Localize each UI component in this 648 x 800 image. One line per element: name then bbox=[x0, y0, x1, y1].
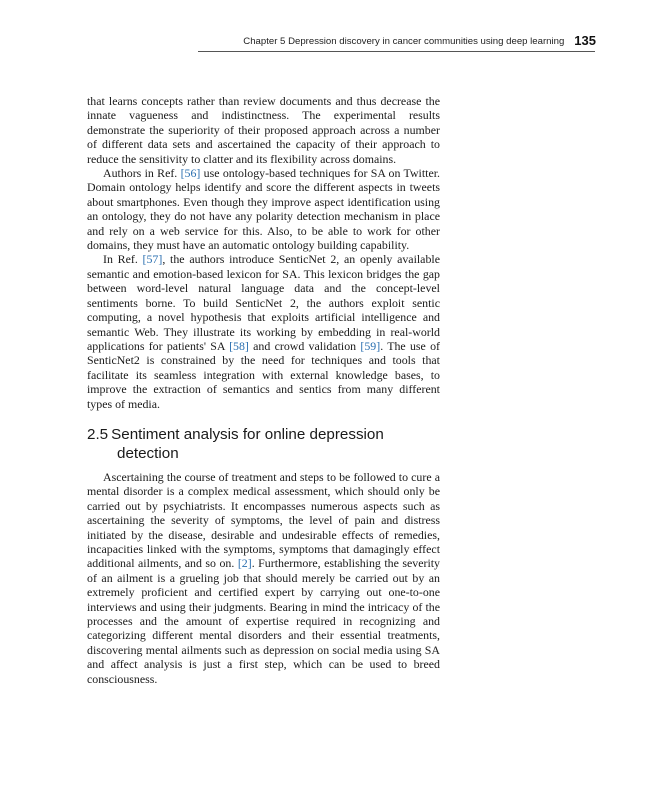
paragraph-1: that learns concepts rather than review documents and thus decrease the innate vagueness and indistinctness. The experimental results demonstrate the superiority of their proposed approach across a number of different data sets and ascertained the capacity of their approach to reduce the sensitivity to clatter and its flexibility across domains. bbox=[87, 94, 440, 166]
body-text bbox=[87, 94, 440, 686]
citation-link[interactable]: [59] bbox=[360, 338, 381, 353]
paragraph-4: Ascertaining the course of treatment and steps to be followed to cure a mental disorder is a complex medical assessment, which should only be carried out by psychiatrists. It encompasses numerous aspects such as ascertaining the severity of symptoms, the level of pain and distress initiated by the disease, desirable and undesirable effects of remedies, incapacities linked with the symptoms, symptoms that damagingly effect additional ailments, and so on. [2]. Furthermore, establishing the severity of an ailment is a grueling job that should merely be carried out by an extremely proficient and certified expert by carrying out one-to-one interviews and using their judgments. Bearing in mind the intricacy of the processes and the amount of expertise required in recognizing and categorizing different mental disorders and their essential treatments, discovering mental ailments such as depression on social media using SA and affect analysis is just a first step, which can be used to breed consciousness. bbox=[87, 469, 441, 686]
header-rule bbox=[198, 51, 595, 52]
running-header bbox=[0, 33, 596, 49]
page-number: 135 bbox=[574, 33, 596, 48]
section-title-line1: Sentiment analysis for online depression bbox=[111, 425, 384, 443]
paragraph-2: Authors in Ref. [56] use ontology-based techniques for SA on Twitter. Domain ontology helps identify and score the different aspects in tweets about smartphones. Even though they improve aspect identification using an ontology, they do not have any polarity detection mechanism in place and rely on a web service for this. Also, to be able to work for other domains, they must have an automatic ontology building capability. bbox=[87, 166, 440, 253]
paragraph-3: In Ref. [57], the authors introduce SenticNet 2, an openly available semantic and emotion-based lexicon for SA. This lexicon bridges the gap between word-level natural language data and the concept-level sentiments borne. To build SenticNet 2, the authors exploit sentic computing, a novel hypothesis that exploits artificial intelligence and semantic Web. They illustrate its working by embedding in real-world applications for patients' SA [58] and crowd validation [59]. The use of SenticNet2 is constrained by the need for techniques and tools that facilitate its seamless integration with external knowledge bases, to improve the extraction of semantics and sentics from many different types of media. bbox=[87, 252, 441, 411]
citation-link[interactable]: [57] bbox=[142, 252, 163, 267]
section-title-line2: detection bbox=[117, 444, 179, 462]
citation-link[interactable]: [2] bbox=[237, 556, 252, 571]
section-heading bbox=[87, 425, 440, 463]
citation-link[interactable]: [58] bbox=[229, 338, 249, 353]
chapter-title: Chapter 5 Depression discovery in cancer communities using deep learning bbox=[243, 36, 565, 47]
citation-link[interactable]: [56] bbox=[180, 166, 201, 181]
section-number: 2.5 bbox=[87, 425, 109, 443]
